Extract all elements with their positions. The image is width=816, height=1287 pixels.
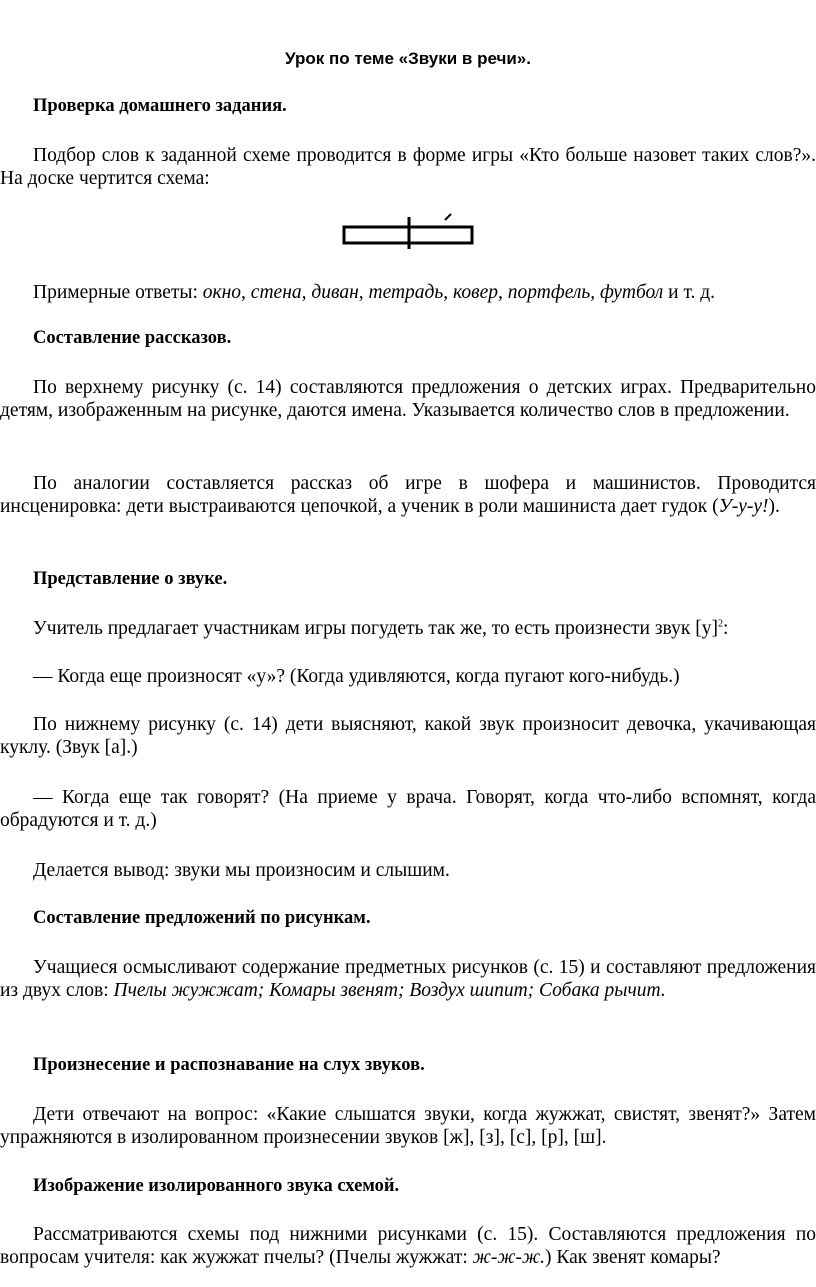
heading-sound: Представление о звуке. xyxy=(33,569,228,589)
paragraph-homework: Подбор слов к заданной схеме проводится в форме игры «Кто больше назовет таких слов?». На доске чертится схема: xyxy=(0,145,816,189)
paragraph-sentences: Учащиеся осмысливают содержание предметных рисунков (с. 15) и составляют предложения из двух слов: Пчелы жужжат; Комары звенят; Воздух шипит; Собака рычит. xyxy=(0,957,816,1001)
paragraph-stories-1: По верхнему рисунку (с. 14) составляются предложения о детских играх. Предварительно детям, изображенным на рисунке, даются имена. Указывается количество слов в предложении. xyxy=(0,377,816,421)
paragraph-sound-1: Учитель предлагает участникам игры погудеть так же, то есть произнести звук $[у]^2$: xyxy=(33,618,729,639)
question-1: — Когда еще произносят «у»? (Когда удивляются, когда пугают кого-нибудь.) xyxy=(33,666,680,687)
heading-sentences: Составление предложений по рисункам. xyxy=(33,908,371,928)
heading-homework: Проверка домашнего задания. xyxy=(33,96,287,116)
example-answers: Примерные ответы: окно, стена, диван, тетрадь, ковер, портфель, футбол и т. д. xyxy=(33,282,716,303)
heading-stories: Составление рассказов. xyxy=(33,328,232,348)
footnote-ref[interactable]: 2 xyxy=(717,618,723,630)
paragraph-sound-2: По нижнему рисунку (с. 14) дети выясняют, какой звук произносит девочка, укачивающая куклу. (Звук [а].) xyxy=(0,714,816,758)
paragraph-scheme: Рассматриваются схемы под нижними рисунками (с. 15). Составляются предложения по вопросам учителя: как жужжат пчелы? (Пчелы жужжат: ж-ж-ж.) Как звенят комары? xyxy=(0,1224,816,1268)
conclusion: Делается вывод: звуки мы произносим и слышим. xyxy=(33,860,450,881)
heading-pronounce: Произнесение и распознавание на слух звуков. xyxy=(33,1055,425,1075)
lesson-title: Урок по теме «Звуки в речи». xyxy=(285,49,531,68)
word-scheme-diagram xyxy=(342,213,477,249)
paragraph-pronounce: Дети отвечают на вопрос: «Какие слышатся звуки, когда жужжат, свистят, звенят?» Затем упражняются в изолированном произнесении звуков [ж], [з], [с], [р], [ш]. xyxy=(0,1104,816,1148)
paragraph-stories-2: По аналогии составляется рассказ об игре в шофера и машинистов. Проводится инсценировка: дети выстраиваются цепочкой, а ученик в роли машиниста дает гудок (У-у-у!). xyxy=(0,473,816,517)
heading-scheme: Изображение изолированного звука схемой. xyxy=(33,1176,400,1196)
question-2: — Когда еще так говорят? (На приеме у врача. Говорят, когда что-либо вспомнят, когда обрадуются и т. д.) xyxy=(0,787,816,831)
